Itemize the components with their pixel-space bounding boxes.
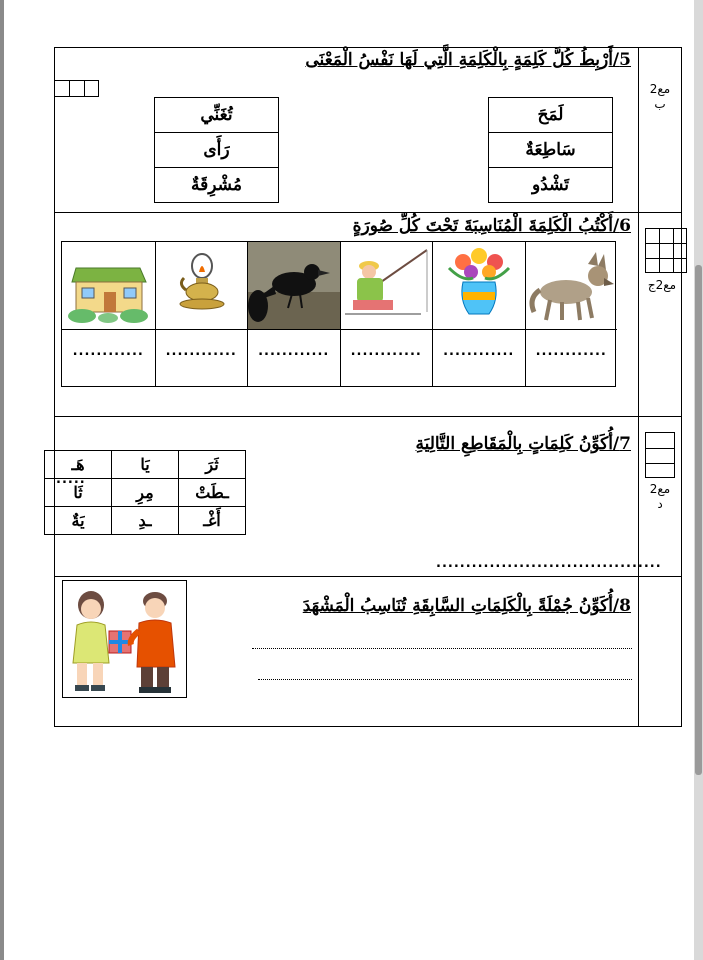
syllable-cell: ـدِ [112, 507, 179, 535]
section-divider [54, 576, 682, 577]
page-left-edge [0, 0, 4, 960]
left-word: رَأَى [155, 133, 279, 168]
syllable-cell: ـطَتْ [179, 479, 246, 507]
score-grid [54, 80, 99, 97]
small-dots: ..... [56, 472, 86, 487]
syllable-cell: أَغْـ [179, 507, 246, 535]
right-word: لَمَحَ [489, 98, 613, 133]
fisherman-icon [340, 242, 433, 329]
children-gift-scene [62, 580, 187, 698]
syllable-cell: مِرِ [112, 479, 179, 507]
score-grid [645, 432, 675, 478]
crow-icon [247, 242, 340, 329]
exercise-7-criterion: مع2 د [649, 482, 671, 511]
flower-vase-icon [432, 242, 525, 329]
answer-slot[interactable]: ............ [62, 329, 155, 387]
score-grid [645, 228, 687, 273]
syllable-cell: يَةٌ [45, 507, 112, 535]
sentence-line[interactable] [252, 648, 632, 649]
syllable-cell: هَـ [45, 451, 112, 479]
left-words-table [154, 97, 279, 203]
section-divider [54, 212, 682, 213]
right-word: تَشْدُو [489, 168, 613, 203]
syllable-cell: ثَا [45, 479, 112, 507]
answer-slot[interactable]: ............ [525, 329, 618, 387]
exercise-7-title: 7/أُكَوِّنُ كَلِمَاتٍ بِالْمَقَاطِعِ التَّالِيَةِ [415, 434, 631, 454]
margin-divider [638, 47, 639, 727]
syllable-cell: ثَرَ [179, 451, 246, 479]
oil-lamp-icon [155, 242, 248, 329]
scrollbar-thumb[interactable] [695, 265, 702, 775]
answer-slot[interactable]: ............ [432, 329, 525, 387]
right-words-table [488, 97, 613, 203]
answer-slot[interactable]: ............ [247, 329, 340, 387]
wolf-icon [525, 242, 618, 329]
syllable-cell: يَا [112, 451, 179, 479]
exercise-8-title: 8/أُكَوِّنُ جُمْلَةً بِالْكَلِمَاتِ السَّابِقَةِ تُنَاسِبُ الْمَشْهَدَ [302, 596, 631, 616]
exercise-6-title: 6/أَكْتُبُ الْكَلِمَةَ الْمُنَاسِبَةَ تَحْتَ كُلِّ صُورَةٍ [352, 216, 631, 236]
house-icon [62, 242, 155, 329]
answer-slot[interactable]: ............ [155, 329, 248, 387]
right-word: سَاطِعَةٌ [489, 133, 613, 168]
answer-slot[interactable]: ............ [340, 329, 433, 387]
section-divider [54, 416, 682, 417]
exercise-5-title: 5/أَرْبِطُ كُلَّ كَلِمَةٍ بِالْكَلِمَةِ الَّتِي لَهَا نَفْسُ الْمَعْنَى [305, 50, 631, 70]
answer-line[interactable]: ...................................... [436, 556, 662, 571]
sentence-line[interactable] [258, 679, 632, 680]
left-word: مُشْرِقَةٌ [155, 168, 279, 203]
left-word: تُغَنِّي [155, 98, 279, 133]
exercise-6-criterion: مع2ج [647, 278, 677, 292]
exercise-5-criterion: مع2 ب [649, 82, 671, 111]
pictures-table [61, 241, 616, 387]
syllables-table [44, 450, 246, 535]
